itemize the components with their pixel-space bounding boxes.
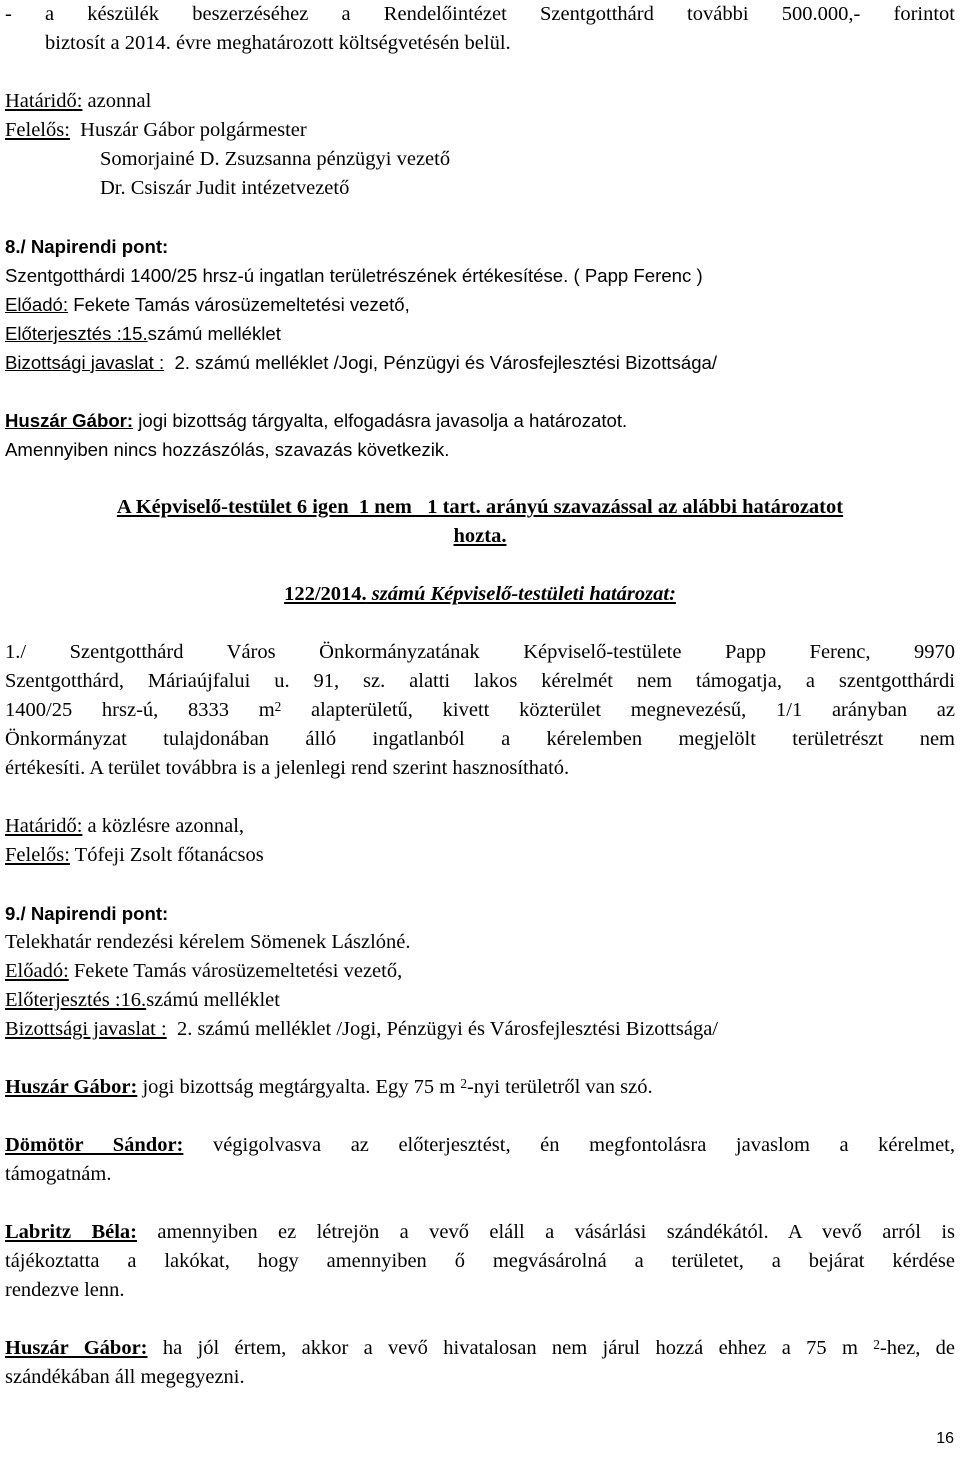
presenter-line: Előadó: Fekete Tamás városüzemeltetési vezető, [5,960,403,982]
proposal-line: Előterjesztés :15.számú melléklet [5,323,281,344]
deadline-line: Határidő: a közlésre azonnal, [5,815,245,837]
agenda-heading: 8./ Napirendi pont: [5,236,169,257]
text-line: biztosít a 2014. évre meghatározott költségvetésén belül. [45,32,511,54]
deadline-label: Határidő: [5,90,83,112]
responsible-value: Huszár Gábor polgármester [69,119,307,141]
text-line: Amennyiben nincs hozzászólás, szavazás következik. [5,439,450,460]
responsible-line: Felelős: Tófeji Zsolt főtanácsos [5,844,264,866]
page-number: 16 [936,1430,954,1447]
deadline-value: azonnal [82,90,152,112]
vote-result: hozta. [453,525,507,547]
agenda-title: Szentgotthárdi 1400/25 hrsz-ú ingatlan területrészének értékesítése. ( Papp Ferenc ) [5,265,703,286]
responsible-line: Somorjainé D. Zsuzsanna pénzügyi vezető [100,148,451,170]
agenda-title: Telekhatár rendezési kérelem Sömenek Lászlóné. [5,931,411,953]
responsible-line [5,116,955,145]
speaker-name: Huszár Gábor: [5,1076,138,1098]
document-body [5,0,955,1392]
deadline-line [5,87,955,116]
committee-line: Bizottsági javaslat : 2. számú melléklet /Jogi, Pénzügyi és Városfejlesztési Bizottsága/ [5,1018,718,1040]
speaker-name: Labritz Béla: [5,1221,137,1243]
speaker-paragraph: Dömötör Sándor: végigolvasva az előterjesztést, én megfontolásra javaslom a kérelmet, támogatnám. [5,1134,955,1185]
speaker-name: Dömötör Sándor: [5,1134,184,1156]
responsible-label: Felelős: [5,119,70,141]
proposal-line: Előterjesztés :16.számú melléklet [5,989,280,1011]
speaker-paragraph: Labritz Béla: amennyiben ez létrejön a vevő eláll a vásárlási szándékától. A vevő arról is tájékoztatta a lakókat, hogy amennyiben ő megvásárolná a területet, a bejárat kérdése rendezve lenn. [5,1221,955,1301]
responsible-line: Dr. Csiszár Judit intézetvezető [100,177,350,199]
resolution-title: 122/2014. számú Képviselő-testületi határozat: [284,583,676,605]
speaker-paragraph: Huszár Gábor: jogi bizottság megtárgyalta. Egy 75 m $^2$-nyi területről van szó. [5,1076,653,1098]
speaker-paragraph: Huszár Gábor: ha jól értem, akkor a vevő hivatalosan nem járul hozzá ehhez a 75 m $^2$-hez, de szándékában áll megegyezni. [5,1337,956,1388]
speaker-paragraph: Huszár Gábor: jogi bizottság tárgyalta, elfogadásra javasolja a határozatot. [5,410,628,431]
speaker-name: Huszár Gábor: [5,1337,148,1359]
list-dash: - [5,3,12,25]
presenter-line: Előadó: Fekete Tamás városüzemeltetési vezető, [5,294,410,315]
list-item [5,0,955,58]
vote-result: A Képviselő-testület 6 igen 1 nem 1 tart. arányú szavazással az alábbi határozatot [116,496,844,518]
resolution-text: 1./ Szentgotthárd Város Önkormányzatának Képviselő-testülete Papp Ferenc, 9970 Szentgotthárd, Máriaújfalui u. 91, sz. alatti lakos kérelmét nem támogatja, a szentgotthárdi 1400/25 hrsz-ú, 8333 $m^2$ alapterületű, kivett közterület megnevezésű, 1/1 arányban az Önkormányzat tulajdonában álló ingatlanból a kérelemben megjelölt területrészt nem értékesíti. A terület továbbra is a jelenlegi rend szerint hasznosítható. [5,641,955,779]
text-line: a készülék beszerzéséhez a Rendelőintézet Szentgotthárd további 500.000,- forintot [45,3,955,25]
agenda-heading: 9./ Napirendi pont: [5,903,169,924]
committee-line: Bizottsági javaslat : 2. számú melléklet /Jogi, Pénzügyi és Városfejlesztési Bizottsága/ [5,352,718,373]
speaker-name: Huszár Gábor: [5,410,134,431]
